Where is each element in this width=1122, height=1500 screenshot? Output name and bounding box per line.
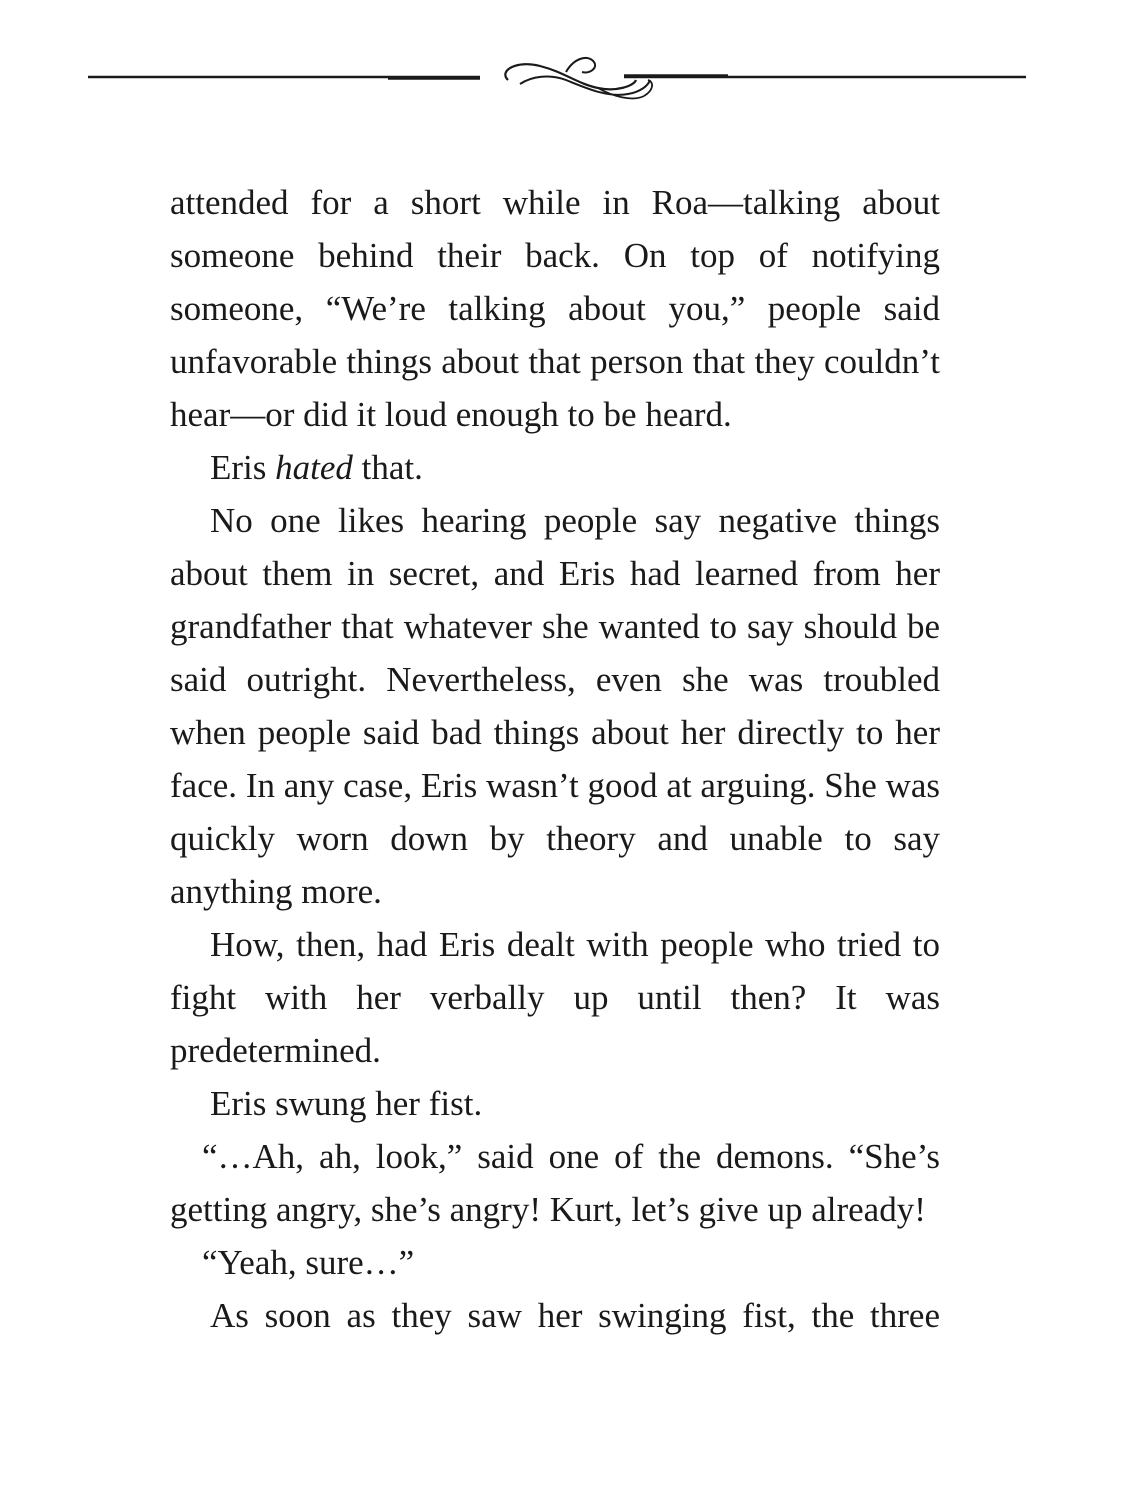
paragraph-2-before: Eris [210, 448, 276, 487]
paragraph-2-emphasis: hated [275, 448, 353, 487]
paragraph-3: No one likes hearing people say negative things about them in secret, and Eris had learned from her grandfather that whatever she wanted to say should be said outright. Nevertheless, even she was troubled when people said bad things about her directly to her face. In any case, Eris wasn’t good at arguing. She was quickly worn down by theory and unable to say anything more. [170, 501, 940, 911]
paragraph-5: Eris swung her fist. [210, 1084, 483, 1123]
paragraph-6: “…Ah, ah, look,” said one of the demons. “She’s getting angry, she’s angry! Kurt, let’s give up already! [170, 1137, 940, 1229]
paragraph-8: As soon as they saw her swinging fist, the three [210, 1296, 940, 1335]
paragraph-1: attended for a short while in Roa—talking about someone behind their back. On top of notifying someone, “We’re talking about you,” people said unfavorable things about that person that they couldn’t hear—or did it loud enough to be heard. [170, 183, 940, 434]
paragraph-7: “Yeah, sure…” [202, 1243, 415, 1282]
page-body-text [170, 176, 940, 1342]
paragraph-4: How, then, had Eris dealt with people who tried to fight with her verbally up until then? It was predetermined. [170, 925, 940, 1070]
paragraph-2 [170, 441, 940, 494]
header-ornament-divider [88, 50, 1028, 110]
paragraph-2-after: that. [352, 448, 423, 487]
